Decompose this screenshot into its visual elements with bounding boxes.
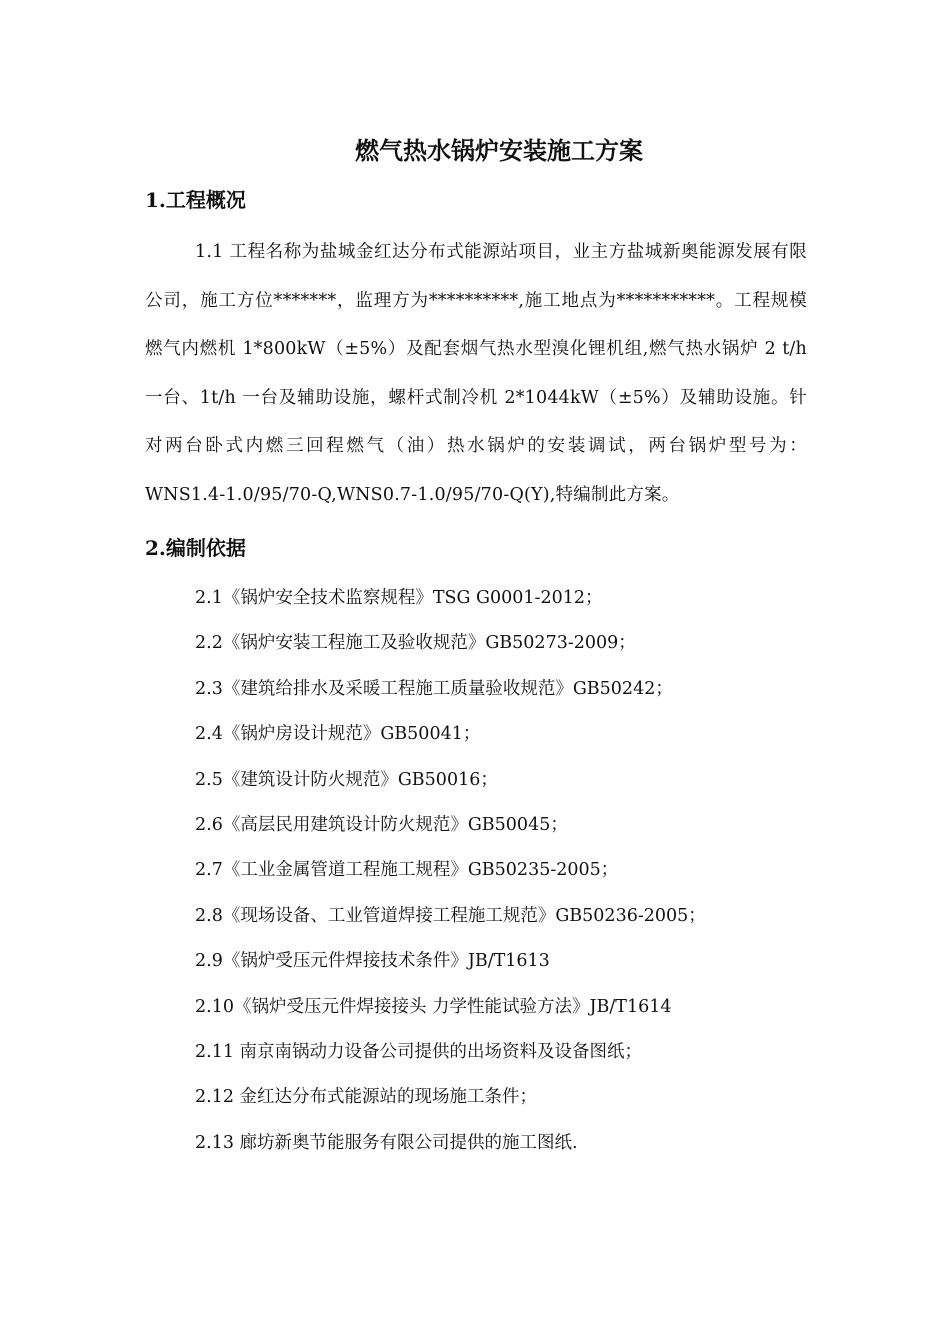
reference-item: 2.12 金红达分布式能源站的现场施工条件； bbox=[195, 1087, 538, 1108]
reference-item: 2.5《建筑设计防火规范》GB50016； bbox=[195, 769, 498, 790]
overview-paragraph: 1.1 工程名称为盐城金红达分布式能源站项目，业主方盐城新奥能源发展有限公司，施工方位*******，监理方为**********,施工地点为***********。工程规模燃气内燃机 1*800kW（±5%）及配套烟气热水型溴化锂机组,燃气热水锅炉 2 t/h 一台、1t/h 一台及辅助设施，螺杆式制冷机 2*1044kW（±5%）及辅助设施。针对两台卧式内燃三回程燃气（油）热水锅炉的安装调试，两台锅炉型号为：WNS1.4-1.0/95/70-Q,WNS0.7-1.0/95/70-Q(Y),特编制此方案。 bbox=[145, 242, 807, 505]
reference-item: 2.1《锅炉安全技术监察规程》TSG G0001-2012； bbox=[195, 588, 603, 608]
reference-list bbox=[195, 580, 835, 1170]
section-heading-basis: 2.编制依据 bbox=[145, 536, 246, 560]
document-title: 燃气热水锅炉安装施工方案 bbox=[355, 136, 643, 165]
reference-item: 2.11 南京南锅动力设备公司提供的出场资料及设备图纸； bbox=[195, 1041, 643, 1062]
reference-item: 2.10《锅炉受压元件焊接接头 力学性能试验方法》JB/T1614 bbox=[195, 996, 672, 1017]
reference-item: 2.13 廊坊新奥节能服务有限公司提供的施工图纸. bbox=[195, 1132, 578, 1153]
reference-item: 2.3《建筑给排水及采暖工程施工质量验收规范》GB50242； bbox=[195, 678, 673, 699]
reference-item: 2.4《锅炉房设计规范》GB50041； bbox=[195, 724, 481, 745]
reference-item: 2.8《现场设备、工业管道焊接工程施工规范》GB50236-2005； bbox=[195, 905, 706, 926]
reference-item: 2.7《工业金属管道工程施工规程》GB50235-2005； bbox=[195, 860, 619, 881]
section-heading-overview: 1.工程概况 bbox=[145, 188, 246, 212]
reference-item: 2.9《锅炉受压元件焊接技术条件》JB/T1613 bbox=[195, 951, 550, 972]
reference-item: 2.2《锅炉安装工程施工及验收规范》GB50273-2009； bbox=[195, 633, 636, 654]
reference-item: 2.6《高层民用建筑设计防火规范》GB50045； bbox=[195, 814, 568, 835]
